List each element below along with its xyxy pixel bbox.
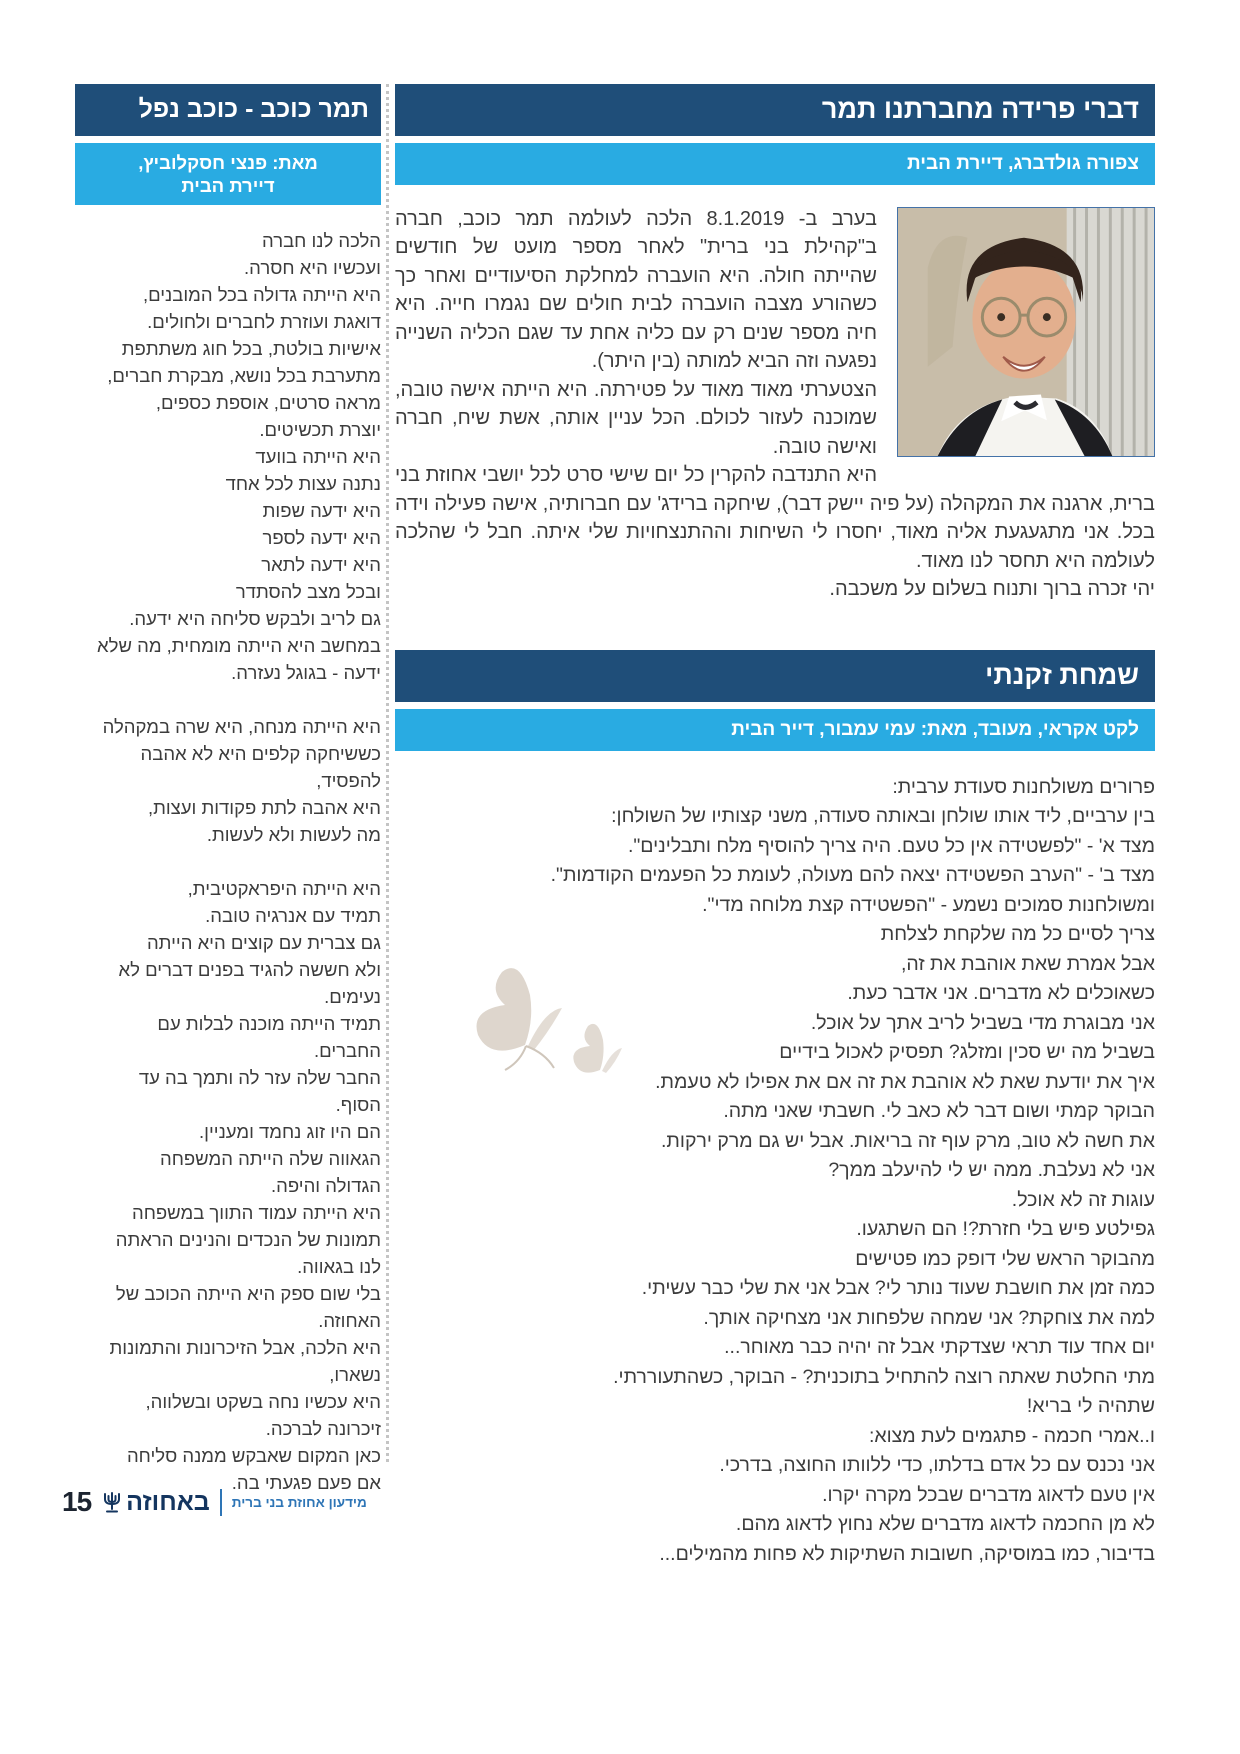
article-farewell-byline: צפורה גולדברג, דיירת הבית [395,143,1155,185]
quote-line: בין ערביים, ליד אותו שולחן ובאותה סעודה, משני קצותיו של השולחן: [611,805,1155,828]
article-paragraph: הצטערתי מאוד מאוד על פטירתה. היא הייתה אישה טובה, שמוכנה לעזור לכולם. הכל עניין אותה, אשת שיח, חברה ואישה טובה. [395,378,877,458]
poem-line: ועכשיו היא חסרה. [244,257,381,278]
quote-line: לא מן החכמה לדאוג מדברים שלא נחוץ לדאוג מהם. [735,1513,1155,1536]
poem-line: היא הייתה גדולה בכל המובנים, [142,284,381,305]
quote-line: למה את צוחקת? אני שמחה שלפחות אני מצחיקה אותך. [703,1306,1155,1329]
poem-line: מה לעשות ולא לעשות. [206,824,381,845]
poem-line: בלי שום ספק היא הייתה הכוכב של [115,1283,381,1304]
poem-line: מראה סרטים, אוספת כספים, [155,392,381,413]
quote-line: שתהיה לי בריא! [1026,1395,1155,1418]
poem-line: האחוזה. [318,1310,381,1331]
quote-line: איך את יודעת שאת לא אוהבת את זה אם את אפילו לא טעמת. [655,1070,1155,1093]
poem-line: גם צברית עם קוצים היא הייתה [146,932,381,953]
poem-line: זיכרונה לברכה. [265,1418,381,1439]
poem-byline-line1: מאת: פנצי חסקלוביץ, [138,151,318,173]
main-column [395,84,1155,1569]
quote-line: אין טעם לדאוג מדברים שבכל מקרה יקרו. [822,1483,1155,1506]
article-poem-title: תמר כוכב - כוכב נפל [75,84,381,136]
quote-line: כמה זמן את חושבת שעוד נותר לי? אבל אני את שלי כבר עשיתי. [641,1277,1155,1300]
poem-line: ובכל מצב להסתדר [235,581,381,602]
newsletter-label: מידעון אחוזת בני ברית [231,1494,367,1510]
page-number: 15 [62,1486,92,1517]
poem-line: נשארו, [329,1364,381,1385]
quote-line: מתי החלטת שאתה רוצה להתחיל בתוכנית? - הבוקר, כשהתעוררתי. [613,1365,1155,1388]
poem-line: היא ידעה לספר [262,527,381,548]
poem-line: היא הייתה היפראקטיבית, [187,878,381,899]
quote-line: פרורים משולחנות סעודת ערבית: [892,775,1155,798]
poem-line: היא הייתה בוועד [255,446,381,467]
quote-line: ו..אמרי חכמה - פתגמים לעת מצוא: [868,1424,1155,1447]
poem-line: תמיד עם אנרגיה טובה. [205,905,381,926]
quote-line: מצד ב' - "הערב הפשטידה יצאה להם מעולה, לעומת כל הפעמים הקודמות". [550,864,1155,887]
poem-line: הגדולה והיפה. [270,1175,381,1196]
poem-line: הסוף. [335,1094,381,1115]
quote-line: אני לא נעלבת. ממה יש לי להיעלב ממך? [828,1159,1155,1182]
quote-line: גפילטע פיש בלי חזרת?! הם השתגעו. [856,1218,1155,1241]
article-farewell-title: דברי פרידה מחברתנו תמר [395,84,1155,136]
poem-line: אישיות בולטת, בכל חוג משתתפת [121,338,381,359]
quote-line: צריך לסיים כל מה שלקחת לצלחת [880,923,1155,946]
article-farewell [395,84,1155,604]
quote-line: הבוקר קמתי ושום דבר לא כאב לי. חשבתי שאני מתה. [723,1100,1155,1123]
quote-line: את חשה לא טוב, מרק עוף זה בריאות. אבל יש גם מרק ירקות. [661,1129,1155,1152]
page-footer [62,1486,367,1518]
poem-line: ולא חששה להגיד בפנים דברים לא [118,959,381,980]
poem-line: היא עכשיו נחה בשקט ובשלווה, [145,1391,381,1412]
poem-line: להפסיד, [316,770,381,791]
quote-line: ומשולחנות סמוכים נשמע - "הפשטידה קצת מלוחה מדי". [702,893,1155,916]
article-humor-lines [395,773,1155,1570]
poem-line: תמיד הייתה מוכנה לבלות עם [157,1013,381,1034]
poem-line: דואגת ועוזרת לחברים ולחולים. [147,311,381,332]
poem-byline-line2: דיירת הבית [181,174,275,196]
quote-line: אבל אמרת שאת אוהבת את זה, [900,952,1155,975]
poem-line: היא הייתה עמוד התווך במשפחה [131,1202,381,1223]
quote-line: בשביל מה יש סכין ומזלג? תפסיק לאכול בידיים [779,1041,1155,1064]
article-paragraph: היא התנדבה להקרין כל יום שישי סרט לכל יושבי אחוזת בני ברית, ארגנה את המקהלה (על פיה יישק דבר), שיחקה ברידג' עם חברותיה, אישה פעילה וידה בכל. אני מתגעגעת אליה מאוד, יחסרו לי השיחות וההתנצחויות שלי איתה. חבל לי שהלכה לעולמה היא תחסר לנו מאוד. [395,464,1155,572]
poem-line: נעימים. [324,986,381,1007]
poem-line: היא ידעה לתאר [261,554,381,575]
poem-line: היא הייתה מנחה, היא שרה במקהלה [102,716,381,737]
quote-line: מצד א' - "לפשטידה אין כל טעם. היה צריך להוסיף מלח ותבלינים". [627,834,1155,857]
poem-line: תמונות של הנכדים והנינים הראתה [115,1229,381,1250]
poem-line: גם לריב ולבקש סליחה היא ידעה. [129,608,381,629]
poem-line: נתנה עצות לכל אחד [225,473,381,494]
poem-line: במחשב היא הייתה מומחית, מה שלא [97,635,381,656]
logo-text: באחוזה [126,1487,210,1516]
two-column-layout [75,84,1155,1569]
footer-divider [220,1489,222,1516]
quote-line: כשאוכלים לא מדברים. אני אדבר כעת. [847,982,1155,1005]
article-humor-title: שמחת זקנתי [395,650,1155,702]
side-column [75,84,381,1569]
poem-line: ידעה - בגוגל נעזרה. [231,662,381,683]
tamar-portrait-photo [897,207,1155,457]
article-poem [75,84,381,1496]
menorah-icon [101,1490,123,1514]
poem-line: כששיחקה קלפים היא לא אהבה [140,743,381,764]
poem-line: הם היו זוג נחמד ומעניין. [199,1121,381,1142]
article-poem-byline [75,143,381,205]
column-divider [381,84,395,1569]
poem-line [75,848,381,875]
article-farewell-body [395,205,1155,604]
article-humor-byline: לקט אקראי, מעובד, מאת: עמי עמבור, דייר הבית [395,709,1155,751]
poem-line: לנו בגאווה. [297,1256,381,1277]
article-paragraph: יהי זכרה ברוך ותנוח בשלום על משכבה. [829,578,1155,601]
article-humor [395,650,1155,1569]
publication-logo [101,1488,210,1517]
poem-line: היא הלכה, אבל הזיכרונות והתמונות [109,1337,381,1358]
quote-line: יום אחד עוד תראי שצדקתי אבל זה יהיה כבר מאוחר... [724,1336,1155,1359]
poem-lines [75,227,381,1496]
poem-line: מתערבת בכל נושא, מבקרת חברים, [107,365,381,386]
poem-line: הלכה לנו חברה [262,230,381,251]
poem-line: הגאווה שלה הייתה המשפחה [160,1148,381,1169]
portrait-illustration [898,208,1154,456]
poem-line: החברים. [314,1040,381,1061]
poem-line: כאן המקום שאבקש ממנה סליחה [126,1445,381,1466]
quote-line: מהבוקר הראש שלי דופק כמו פטישים [855,1247,1155,1270]
article-paragraph: בערב ב- 8.1.2019 הלכה לעולמה תמר כוכב, חברה ב"קהילת בני ברית" לאחר מספר מועט של חודשים שהייתה חולה. היא הועברה למחלקת הסיעודיים ואחר כך כשהורע מצבה הועברה לבית חולים שם נגמרו חייה. היא חיה מספר שנים רק עם כליה אחת עד שגם הכליה השנייה נפגעה וזה הביא למותה (בין היתר). [395,207,877,373]
quote-line: אני נכנס עם כל אדם בדלתו, כדי ללוותו החוצה, בדרכי. [719,1454,1155,1477]
poem-line: אם פעם פגעתי בה. [231,1472,381,1493]
poem-line [75,686,381,713]
poem-line: החבר שלה עזר לה ותמך בה עד [138,1067,381,1088]
poem-line: היא ידעה שפות [262,500,381,521]
quote-line: בדיבור, כמו במוסיקה, חשובות השתיקות לא פחות מהמילים... [659,1542,1155,1565]
poem-line: יוצרת תכשיטים. [259,419,381,440]
quote-line: עוגות זה לא אוכל. [1011,1188,1155,1211]
quote-line: אני מבוגרת מדי בשביל לריב אתך על אוכל. [810,1011,1155,1034]
poem-line: היא אהבה לתת פקודות ועצות, [147,797,381,818]
